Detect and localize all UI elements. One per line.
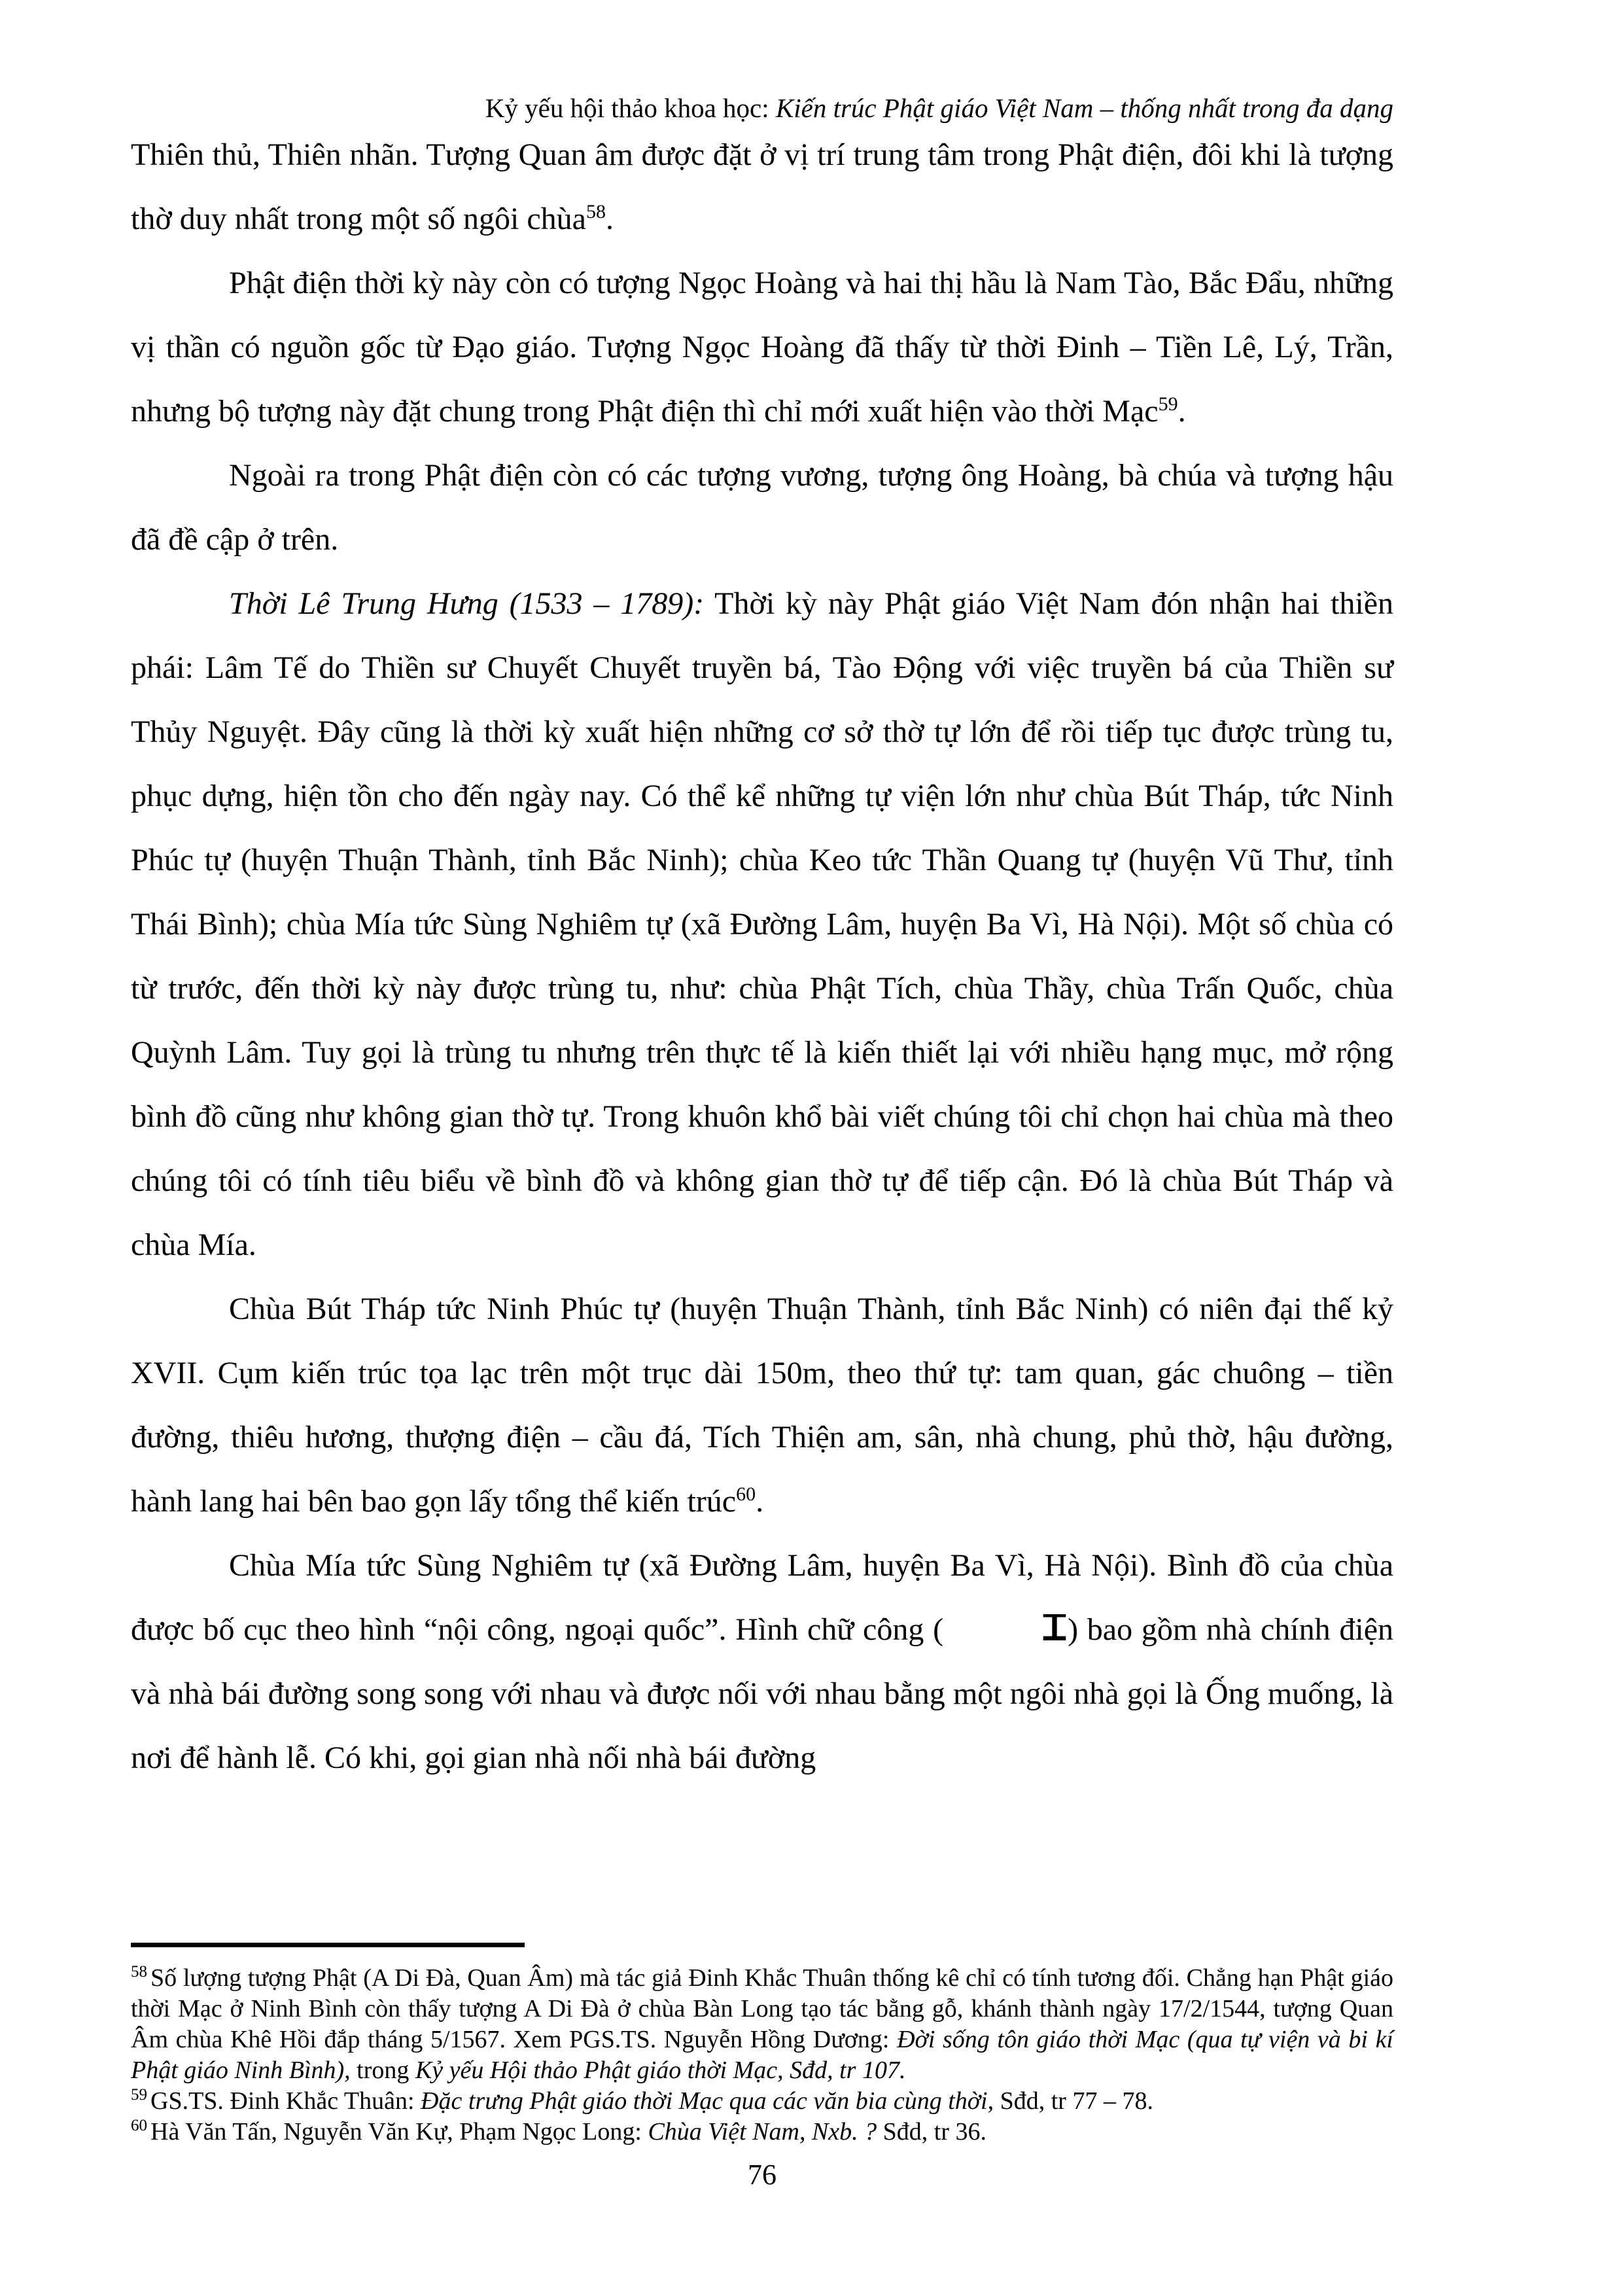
text-run: . [1178, 394, 1186, 429]
paragraph [131, 251, 1393, 444]
footnote [131, 1963, 1393, 2086]
superscript-ref: 60 [736, 1483, 756, 1505]
text-run: Chùa Bút Tháp tức Ninh Phúc tự (huyện Thuận Thành, tỉnh Bắc Ninh) có niên đại thế kỷ XVII. Cụm kiến trúc tọa lạc trên một trục dài 150m, theo thứ tự: tam quan, gác chuông – tiền đường, thiêu hương, thượng điện – cầu đá, Tích Thiện am, sân, nhà chung, phủ thờ, hậu đường, hành lang hai bên bao gọn lấy tổng thể kiến trúc [131, 1292, 1393, 1519]
superscript-ref: 59 [1158, 393, 1178, 415]
text-run: GS.TS. Đinh Khắc Thuân: [150, 2087, 421, 2115]
text-run: Kiến trúc Phật giáo Việt Nam – thống nhất trong đa dạng [775, 93, 1393, 123]
running-header [131, 90, 1393, 126]
text-run: Thời Lê Trung Hưng (1533 – 1789): [229, 586, 705, 621]
page-number: 76 [748, 2159, 777, 2191]
paragraph [131, 1277, 1393, 1534]
text-run: Đặc trưng Phật giáo thời Mạc qua các văn bia cùng thời, [421, 2087, 994, 2115]
chu-cong-glyph [943, 1598, 1068, 1662]
text-run: . [756, 1484, 764, 1519]
footnote-text [150, 2087, 1153, 2115]
text-run: Hà Văn Tấn, Nguyễn Văn Kự, Phạm Ngọc Long: [150, 2118, 648, 2146]
footnote [131, 2117, 1393, 2147]
text-run: Sđd, tr 77 – 78. [994, 2087, 1153, 2115]
text-run: Đời sống tôn giáo thời Mạc (qua tự viện và bi kí Phật giáo Ninh Bình), [131, 2026, 1393, 2084]
text-run: Số lượng tượng Phật (A Di Đà, Quan Âm) mà tác giả Đinh Khắc Thuân thống kê chỉ có tính tương đối. Chẳng hạn Phật giáo thời Mạc ở Ninh Bình còn thấy tượng A Di Đà ở chùa Bàn Long tạo tác bằng gỗ, khánh thành ngày 17/2/1544, tượng Quan Âm chùa Khê Hồi đắp tháng 5/1567. Xem PGS.TS. Nguyễn Hồng Dương: [131, 1964, 1393, 2053]
text-run: Ngoài ra trong Phật điện còn có các tượng vương, tượng ông Hoàng, bà chúa và tượng hậu đã đề cập ở trên. [131, 458, 1393, 557]
text-run: Phật điện thời kỳ này còn có tượng Ngọc Hoàng và hai thị hầu là Nam Tào, Bắc Đẩu, những vị thần có nguồn gốc từ Đạo giáo. Tượng Ngọc Hoàng đã thấy từ thời Đinh – Tiền Lê, Lý, Trần, nhưng bộ tượng này đặt chung trong Phật điện thì chỉ mới xuất hiện vào thời Mạc [131, 266, 1393, 429]
text-run: Sđd, tr 36. [877, 2118, 987, 2146]
text-run: Chùa Mía tức Sùng Nghiêm tự (xã Đường Lâm, huyện Ba Vì, Hà Nội). Bình đồ của chùa được bố cục theo hình “nội công, ngoại quốc”. Hình chữ công ( [131, 1548, 1393, 1647]
paragraph [131, 123, 1393, 251]
text-run: Thiên thủ, Thiên nhãn. Tượng Quan âm được đặt ở vị trí trung tâm trong Phật điện, đôi khi là tượng thờ duy nhất trong một số ngôi chùa [131, 137, 1393, 236]
superscript-ref: 58 [585, 201, 606, 222]
footnotes-section [131, 1963, 1393, 2147]
text-run: trong [350, 2057, 415, 2084]
chu-cong-icon [1041, 1613, 1068, 1642]
paragraph [131, 1534, 1393, 1790]
text-run: Kỷ yếu hội thảo khoa học: [485, 93, 776, 123]
footnote-marker: 59 [131, 2086, 147, 2104]
text-run: Chùa Việt Nam, Nxb. ? [648, 2118, 877, 2146]
text-run: Thời kỳ này Phật giáo Việt Nam đón nhận hai thiền phái: Lâm Tế do Thiền sư Chuyết Chuyết truyền bá, Tào Động với việc truyền bá của Thiền sư Thủy Nguyệt. Đây cũng là thời kỳ xuất hiện những cơ sở thờ tự lớn để rồi tiếp tục được trùng tu, phục dựng, hiện tồn cho đến ngày nay. Có thể kể những tự viện lớn như chùa Bút Tháp, tức Ninh Phúc tự (huyện Thuận Thành, tỉnh Bắc Ninh); chùa Keo tức Thần Quang tự (huyện Vũ Thư, tỉnh Thái Bình); chùa Mía tức Sùng Nghiêm tự (xã Đường Lâm, huyện Ba Vì, Hà Nội). Một số chùa có từ trước, đến thời kỳ này được trùng tu, như: chùa Phật Tích, chùa Thầy, chùa Trấn Quốc, chùa Quỳnh Lâm. Tuy gọi là trùng tu nhưng trên thực tế là kiến thiết lại với nhiều hạng mục, mở rộng bình đồ cũng như không gian thờ tự. Trong khuôn khổ bài viết chúng tôi chỉ chọn hai chùa mà theo chúng tôi có tính tiêu biểu về bình đồ và không gian thờ tự để tiếp cận. Đó là chùa Bút Tháp và chùa Mía. [131, 586, 1393, 1262]
text-run: ) bao gồm nhà chính điện và nhà bái đường song song với nhau và được nối với nhau bằng một ngôi nhà gọi là Ống muống, là nơi để hành lễ. Có khi, gọi gian nhà nối nhà bái đường [131, 1612, 1394, 1775]
text-run: Kỷ yếu Hội thảo Phật giáo thời Mạc, Sđd, tr 107. [415, 2057, 906, 2084]
paragraph [131, 572, 1393, 1277]
footnote-marker: 60 [131, 2117, 147, 2135]
footnote-text [131, 1964, 1393, 2084]
paragraph [131, 444, 1393, 572]
text-run: . [605, 202, 614, 236]
footnote-marker: 58 [131, 1963, 147, 1981]
footnote-text [150, 2118, 986, 2146]
footnote-separator [131, 1943, 525, 1947]
document-body [131, 123, 1393, 1790]
footnote [131, 2086, 1393, 2117]
